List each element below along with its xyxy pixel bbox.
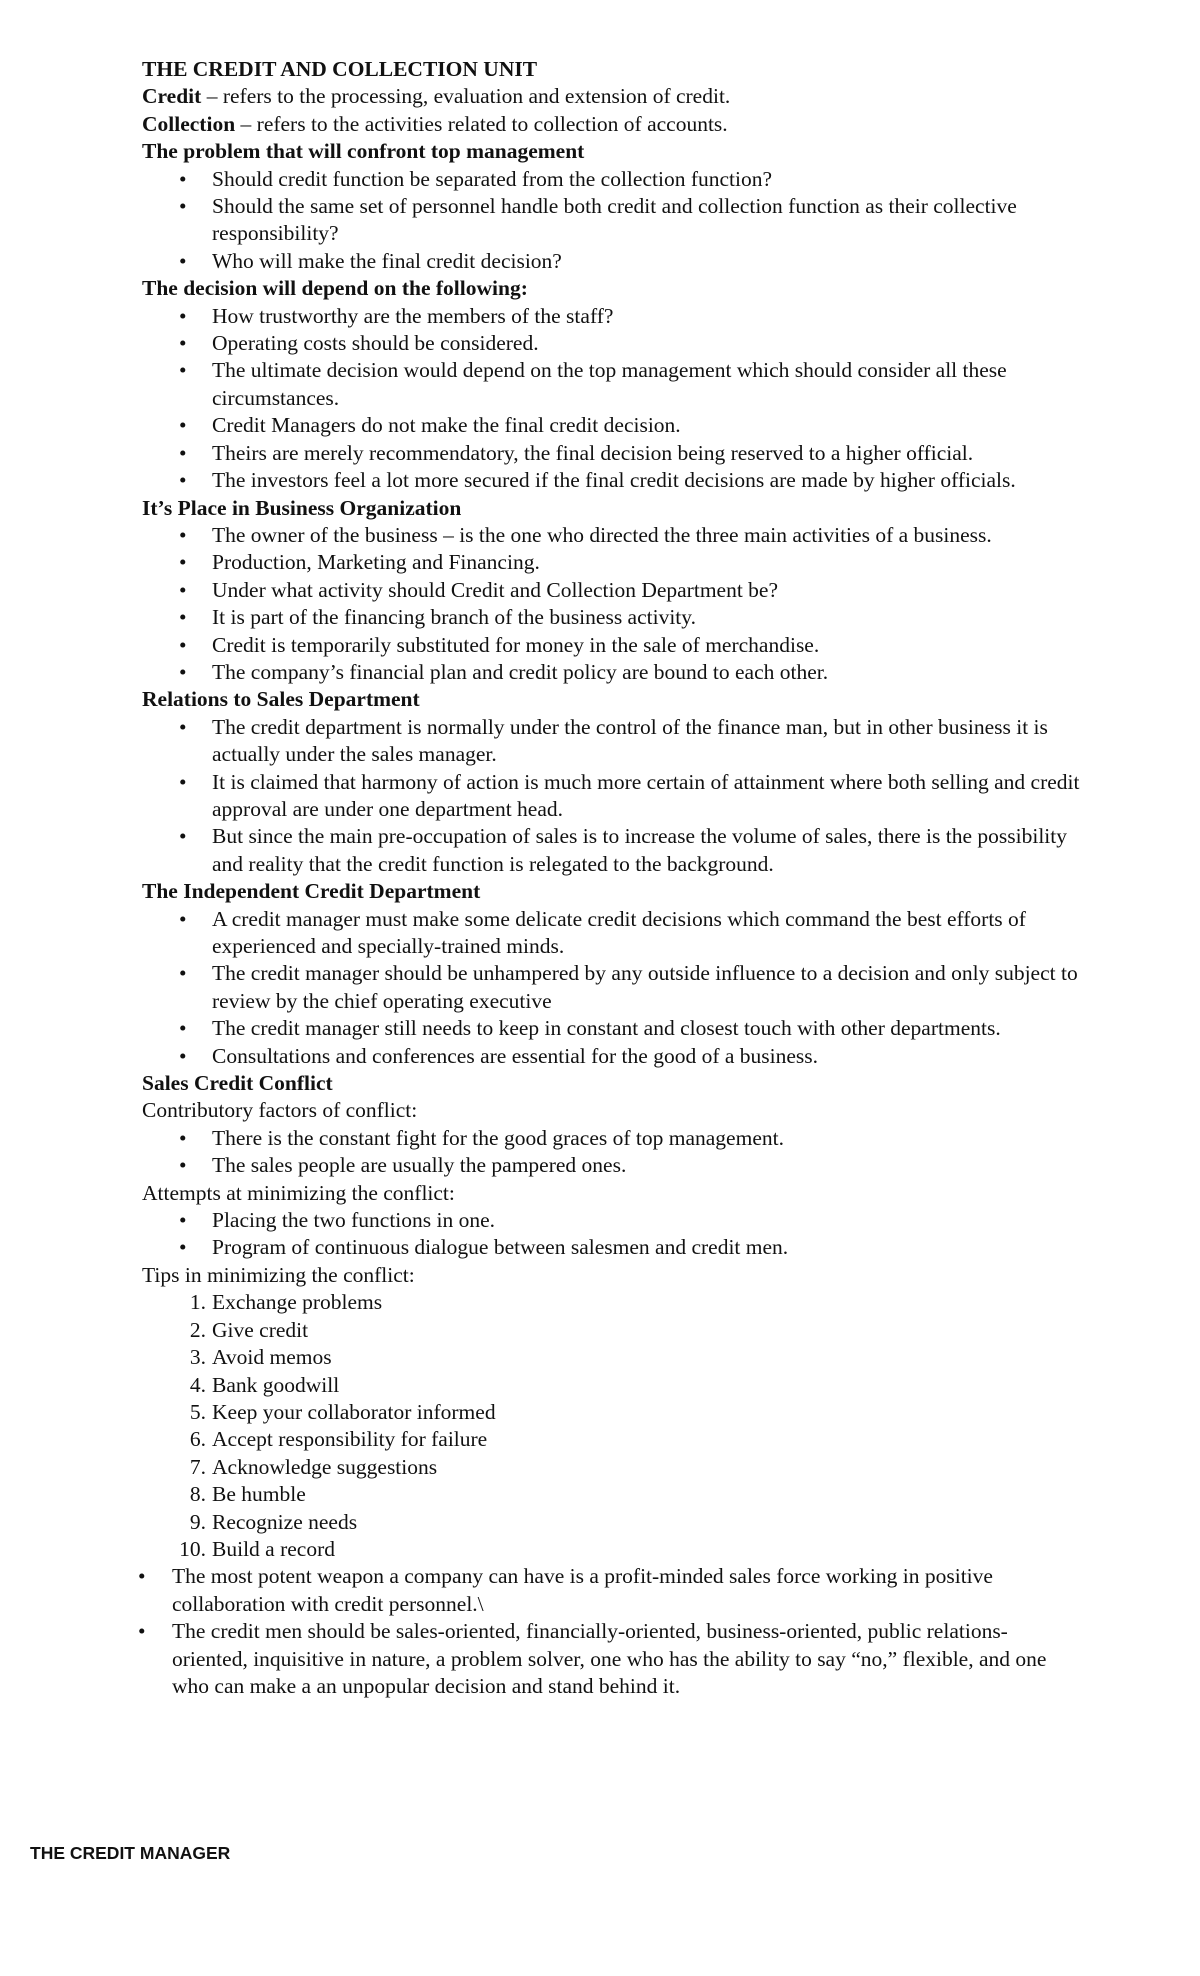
list-item: • The investors feel a lot more secured if the final credit decisions are made by higher officials.: [212, 467, 1082, 494]
item-number: 3.: [189, 1345, 206, 1370]
conflict-tips-label: Tips in minimizing the conflict:: [142, 1262, 415, 1287]
footer-heading: THE CREDIT MANAGER: [30, 1843, 231, 1863]
numbered-item: [189, 1509, 1082, 1536]
document-title: THE CREDIT AND COLLECTION UNIT: [142, 57, 538, 81]
item-number: 9.: [189, 1509, 206, 1534]
definition-credit: [142, 83, 1082, 110]
list-item: • Credit Managers do not make the final credit decision.: [212, 412, 1082, 439]
item-text: Acknowledge suggestions: [212, 1454, 438, 1479]
definition-text: – refers to the activities related to collection of accounts.: [235, 111, 728, 136]
item-number: 2.: [189, 1317, 206, 1342]
section-heading-conflict: Sales Credit Conflict: [142, 1071, 333, 1096]
list-item: • Who will make the final credit decision?: [212, 248, 1082, 275]
list-item: • Should the same set of personnel handle both credit and collection function as their collective responsibility?: [212, 193, 1082, 248]
section-heading-independent: The Independent Credit Department: [142, 879, 481, 904]
numbered-item: [189, 1372, 1082, 1399]
list-item: • The credit department is normally under the control of the finance man, but in other business it is actually under the sales manager.: [212, 714, 1082, 769]
section-heading-problem: The problem that will confront top management: [142, 139, 585, 164]
definition-term: Credit: [142, 84, 202, 109]
item-number: 8.: [189, 1482, 206, 1507]
list-item: • It is claimed that harmony of action is much more certain of attainment where both selling and credit approval are under one department head.: [212, 769, 1082, 824]
conflict-attempts-list: [142, 1207, 1082, 1262]
item-number: 1.: [189, 1290, 206, 1315]
list-item: • Program of continuous dialogue between salesmen and credit men.: [212, 1234, 1082, 1261]
list-item: • The owner of the business – is the one who directed the three main activities of a business.: [212, 522, 1082, 549]
item-number: 4.: [189, 1372, 206, 1397]
numbered-item: [189, 1454, 1082, 1481]
item-text: Avoid memos: [212, 1345, 332, 1370]
item-number: 10.: [179, 1536, 206, 1561]
section-heading-place: It’s Place in Business Organization: [142, 495, 462, 520]
independent-list: [142, 906, 1082, 1070]
section-heading-decision: The decision will depend on the following:: [142, 276, 528, 301]
list-item: • The most potent weapon a company can have is a profit-minded sales force working in positive collaboration with credit personnel.\: [172, 1563, 1082, 1618]
list-item: • The credit manager still needs to keep in constant and closest touch with other departments.: [212, 1015, 1082, 1042]
item-text: Give credit: [212, 1317, 309, 1342]
list-item: • A credit manager must make some delicate credit decisions which command the best efforts of experienced and specially-trained minds.: [212, 906, 1082, 961]
closing-list: [142, 1563, 1082, 1700]
decision-list: [142, 303, 1082, 495]
definition-text: – refers to the processing, evaluation and extension of credit.: [201, 84, 731, 109]
list-item: • There is the constant fight for the good graces of top management.: [212, 1125, 1082, 1152]
list-item: • The credit manager should be unhampered by any outside influence to a decision and only subject to review by the chief operating executive: [212, 960, 1082, 1015]
conflict-factors-label: Contributory factors of conflict:: [142, 1098, 418, 1123]
numbered-item: [189, 1399, 1082, 1426]
item-text: Keep your collaborator informed: [212, 1399, 496, 1424]
numbered-item: [189, 1317, 1082, 1344]
conflict-factors-list: [142, 1125, 1082, 1180]
item-text: Recognize needs: [212, 1509, 358, 1534]
item-number: 5.: [189, 1399, 206, 1424]
list-item: • Theirs are merely recommendatory, the final decision being reserved to a higher official.: [212, 440, 1082, 467]
item-number: 6.: [189, 1427, 206, 1452]
list-item: • Credit is temporarily substituted for money in the sale of merchandise.: [212, 632, 1082, 659]
list-item: • The sales people are usually the pampered ones.: [212, 1152, 1082, 1179]
item-number: 7.: [189, 1454, 206, 1479]
numbered-item: [189, 1344, 1082, 1371]
numbered-item: [189, 1426, 1082, 1453]
numbered-item: [189, 1481, 1082, 1508]
list-item: • Should credit function be separated from the collection function?: [212, 166, 1082, 193]
item-text: Bank goodwill: [212, 1372, 340, 1397]
list-item: • The ultimate decision would depend on the top management which should consider all these circumstances.: [212, 357, 1082, 412]
definition-term: Collection: [142, 111, 236, 136]
list-item: • But since the main pre-occupation of sales is to increase the volume of sales, there is the possibility and reality that the credit function is relegated to the background.: [212, 823, 1082, 878]
problem-list: [142, 166, 1082, 276]
list-item: • Production, Marketing and Financing.: [212, 549, 1082, 576]
numbered-item: [189, 1289, 1082, 1316]
conflict-tips-list: [142, 1289, 1082, 1563]
list-item: • The credit men should be sales-oriented, financially-oriented, business-oriented, public relations-oriented, inquisitive in nature, a problem solver, one who has the ability to say “no,” flexible, and one who can make a an unpopular decision and stand behind it.: [172, 1618, 1082, 1700]
list-item: • Under what activity should Credit and Collection Department be?: [212, 577, 1082, 604]
list-item: • Consultations and conferences are essential for the good of a business.: [212, 1043, 1082, 1070]
section-heading-sales-relations: Relations to Sales Department: [142, 687, 420, 712]
item-text: Exchange problems: [212, 1290, 383, 1315]
definition-collection: [142, 111, 1082, 138]
list-item: • How trustworthy are the members of the staff?: [212, 303, 1082, 330]
document-body: [142, 56, 1082, 1700]
conflict-attempts-label: Attempts at minimizing the conflict:: [142, 1180, 455, 1205]
item-text: Build a record: [212, 1536, 335, 1561]
item-text: Be humble: [212, 1482, 306, 1507]
list-item: • The company’s financial plan and credit policy are bound to each other.: [212, 659, 1082, 686]
item-text: Accept responsibility for failure: [212, 1427, 488, 1452]
numbered-item: [179, 1536, 1082, 1563]
list-item: • Placing the two functions in one.: [212, 1207, 1082, 1234]
sales-relations-list: [142, 714, 1082, 878]
place-list: [142, 522, 1082, 686]
list-item: • Operating costs should be considered.: [212, 330, 1082, 357]
list-item: • It is part of the financing branch of the business activity.: [212, 604, 1082, 631]
